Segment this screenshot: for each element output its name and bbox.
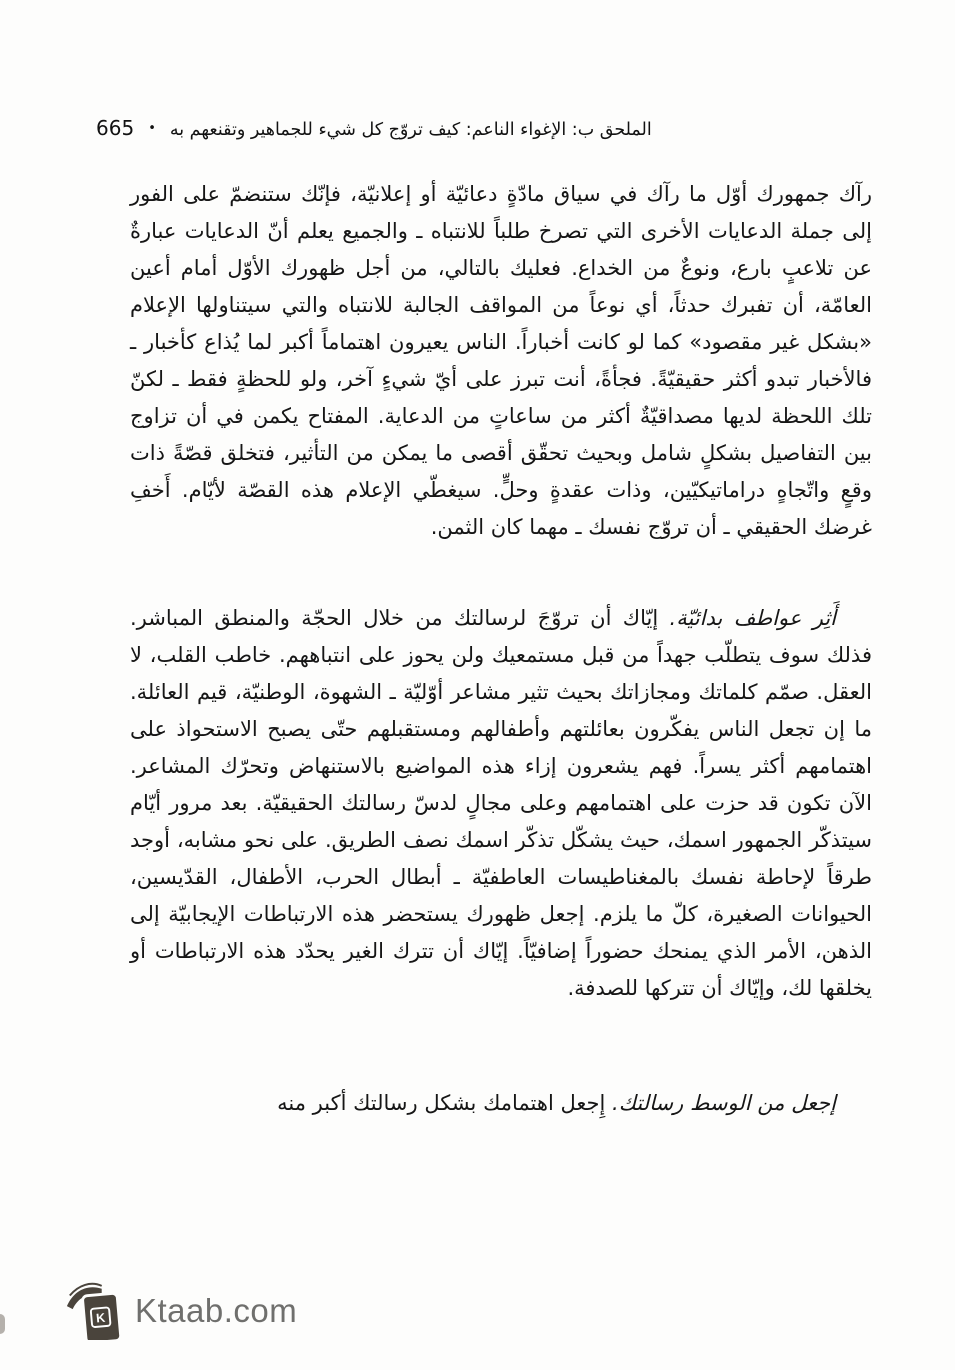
ktaab-brand-text: Ktaab.com (135, 1292, 298, 1329)
paragraph-text: إِجعل اهتمامك بشكل رسالتك أكبر منه (277, 1091, 606, 1115)
paragraph-stir-basic-emotions (130, 600, 872, 1007)
paragraph-continuation (130, 176, 872, 546)
paragraph-lead: أَثِر عواطف بدائيّة. (669, 606, 836, 630)
paragraph-text: إيّاك أن تروّجَ لرسالتك من خلال الحجّة والمنطق المباشر. فذلك سوف يتطلّب جهداً من قبل مستمعيك ولن يحوز على انتباههم. خاطب القلب، لا العقل. صمّم كلماتك ومجازاتك بحيث تثير مشاعر أوّليّة ـ الشهوة، الوطنيّة، قيم العائلة. ما إن تجعل الناس يفكّرون بعائلتهم وأطفالهم ومستقبلهم حتّى يصبح الاستحواذ على اهتمامهم أكثر يسراً. فهم يشعرون إزاء هذه المواضيع بالاستنهاض وتحرّك المشاعر. الآن تكون قد حزت على اهتمامهم وعلى مجالٍ لدسّ رسالتك الحقيقيّة. بعد مرور أيّام سيتذكّر الجمهور اسمك، حيث يشكّل تذكّر اسمك نصف الطريق. على نحو مشابه، أوجد طرقاً لإحاطة نفسك بالمغناطيسات العاطفيّة ـ أبطال الحرب، الأطفال، القدّيسين، الحيوانات الصغيرة، كلّ ما يلزم. إجعل ظهورك يستحضر هذه الارتباطات الإيجابيّة إلى الذهن، الأمر الذي يمنحك حضوراً إضافيّاً. إيّاك أن تترك الغير يحدّد هذه الارتباطات أو يخلقها لك، وإيّاك أن تتركها للصدفة. (130, 606, 872, 1000)
running-head (96, 116, 652, 140)
ktaab-watermark (64, 1282, 297, 1340)
paragraph-medium-is-message (130, 1085, 872, 1122)
page-number: 665 (96, 116, 135, 140)
scan-edge-artifact (0, 1314, 5, 1334)
paragraph-text: رآك جمهورك أوّل ما رآك في سياق مادّةٍ دعائيّة أو إعلانيّة، فإنّك ستنضمّ على الفور إلى جملة الدعايات الأخرى التي تصرخ طلباً للانتباه ـ والجميع يعلم أنّ الدعايات عبارةٌ عن تلاعبٍ بارع، ونوعٌ من الخداع. فعليك بالتالي، من أجل ظهورك الأوّل أمام أعين العامّة، أن تفبرك حدثاً، أي نوعاً من المواقف الجالبة للانتباه والتي سيتناولها الإعلام «بشكل غير مقصود» كما لو كانت أخباراً. الناس يعيرون اهتماماً أكبر لما يُذاع كأخبار ـ فالأخبار تبدو أكثر حقيقيّةً. فجأةً، أنت تبرز على أيّ شيءٍ آخر، ولو للحظةٍ فقط ـ لكنّ تلك اللحظة لديها مصداقيّةٌ أكثر من ساعاتٍ من الدعاية. المفتاح يكمن في أن تزاوج بين التفاصيل بشكلٍ شامل وبحيث تحقّق أقصى ما يمكن من التأثير، فتخلق قصّةً ذات وقعٍ واتّجاهٍ دراماتيكيّين، وذات عقدةٍ وحلٍّ. سيغطّي الإعلام هذه القصّة لأيّام. أَخفِ غرضك الحقيقي ـ أن تروّج نفسك ـ مهما كان الثمن. (130, 182, 872, 539)
ktaab-book-icon (64, 1282, 122, 1340)
running-head-separator: • (148, 121, 156, 136)
body-text (130, 176, 872, 1122)
book-k-letter: K (95, 1310, 106, 1326)
running-head-title: الملحق ب: الإغواء الناعم: كيف تروّج كل شيء للجماهير وتقنعهم به (169, 120, 652, 140)
paragraph-lead: إجعل من الوسط رسالتك. (612, 1091, 836, 1115)
